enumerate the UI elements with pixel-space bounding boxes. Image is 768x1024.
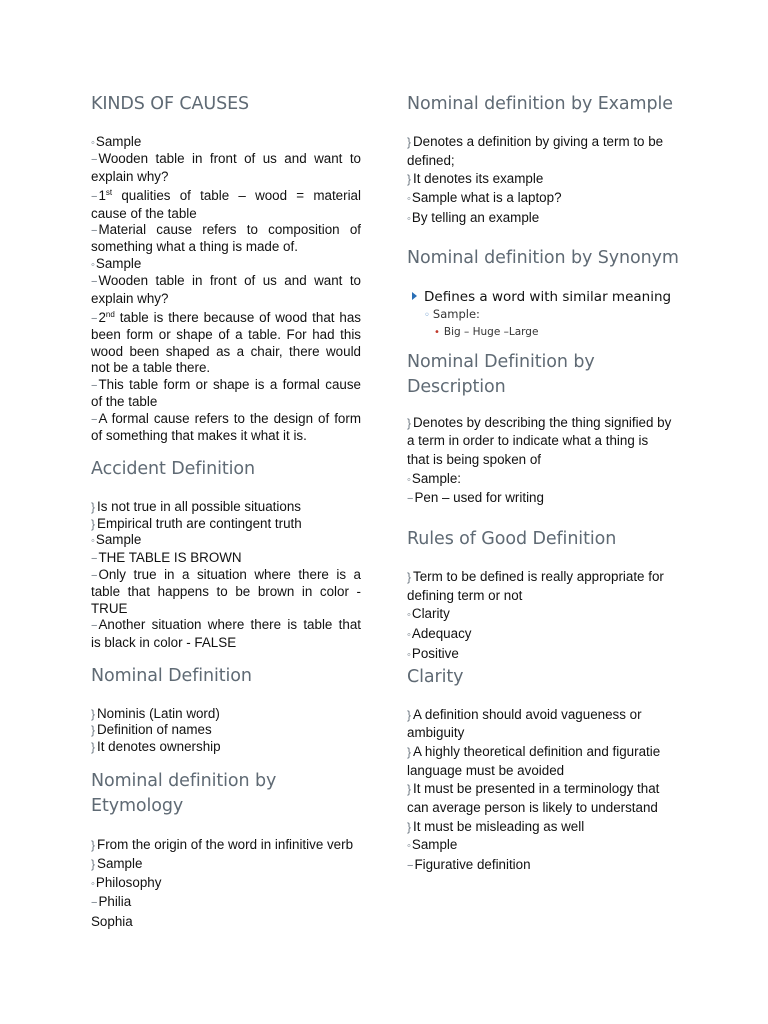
accident-line-1: } Is not true in all possible situations (91, 499, 301, 515)
description-heading: Nominal Definition by Description (407, 351, 595, 397)
clarity-line-4: } It must be misleading as well (407, 818, 585, 834)
example-line-1: } Denotes a definition by giving a term to be (407, 134, 664, 149)
etymology-sample: } Sample (91, 855, 143, 871)
rules-positive: ◦Positive (407, 645, 459, 661)
rules-clarity: ◦Clarity (407, 606, 450, 622)
triangle-bullet-icon (412, 292, 417, 300)
example-line-1-cont: defined; (407, 152, 455, 168)
kinds-sample-2: ◦Sample (91, 255, 142, 271)
clarity-sample: ◦Sample (407, 837, 458, 853)
kinds-wooden-table-1: −Wooden table in front of us and want to (91, 151, 361, 167)
synonym-bullet-2: ◦ Sample: (424, 306, 480, 321)
accident-only-true-cont: table that happens to be brown in color - (91, 584, 361, 600)
accident-another-cont: is black in color - FALSE (91, 634, 237, 650)
right-column (407, 92, 679, 876)
clarity-line-2: } A highly theoretical definition and figuratie (407, 743, 661, 759)
nominal-line-1: } Nominis (Latin word) (91, 705, 220, 721)
kinds-second-table-cont-1: been form or shape of a table. For had this (91, 327, 361, 343)
kinds-wooden-table-1-cont: explain why? (91, 168, 169, 184)
kinds-second-table: −2nd table is there because of wood that has (91, 310, 361, 326)
example-telling: ◦By telling an example (407, 209, 540, 225)
example-sample: ◦Sample what is a laptop? (407, 190, 562, 206)
synonym-bullet-3: • Big – Huge –Large (434, 325, 539, 338)
kinds-first-quality: −1st qualities of table – wood = material (91, 188, 361, 204)
clarity-line-3: } It must be presented in a terminology that (407, 781, 660, 797)
clarity-figurative: −Figurative definition (407, 857, 531, 873)
kinds-formal-cause-cont: of something that makes it what it is. (91, 427, 307, 443)
clarity-line-3-cont: can average person is likely to understand (407, 800, 658, 816)
accident-only-true-end: TRUE (91, 600, 128, 616)
kinds-second-table-cont-2: wood been shaped as a chair, there would (91, 343, 361, 359)
nominal-definition-heading: Nominal Definition (91, 665, 252, 686)
left-column (91, 92, 361, 932)
synonym-bullet-1: Defines a word with similar meaning (407, 288, 679, 306)
example-line-2: } It denotes its example (407, 171, 544, 187)
clarity-line-1: } A definition should avoid vagueness or (407, 706, 642, 722)
rules-heading: Rules of Good Definition (407, 529, 617, 550)
accident-another: −Another situation where there is table that (91, 617, 361, 633)
kinds-first-quality-cont: cause of the table (91, 205, 197, 221)
etymology-sophia: Sophia (91, 914, 133, 929)
dot-bullet-icon: • (434, 326, 440, 338)
kinds-formal-cause: −A formal cause refers to the design of form (91, 410, 361, 426)
clarity-line-2-cont: language must be avoided (407, 762, 565, 778)
etymology-heading: Nominal definition by Etymology (91, 771, 277, 817)
rules-adequacy: ◦Adequacy (407, 626, 472, 642)
circle-bullet-icon: ◦ (424, 309, 430, 321)
accident-table-brown: −THE TABLE IS BROWN (91, 549, 242, 565)
accident-only-true: −Only true in a situation where there is a (91, 566, 361, 582)
description-pen: −Pen – used for writing (407, 490, 544, 506)
synonym-bullets (407, 288, 679, 341)
synonym-heading: Nominal definition by Synonym (407, 247, 679, 268)
etymology-line-1: } From the origin of the word in infinitive verb (91, 837, 354, 853)
kinds-wooden-table-2-cont: explain why? (91, 290, 169, 306)
kinds-table-form-cont: of the table (91, 394, 158, 410)
etymology-philia: −Philia (91, 894, 132, 910)
etymology-philosophy: ◦Philosophy (91, 874, 162, 890)
accident-definition-heading: Accident Definition (91, 459, 255, 480)
rules-line-1: } Term to be defined is really appropriate for (407, 569, 664, 585)
accident-sample: ◦Sample (91, 532, 142, 548)
kinds-material-cause: −Material cause refers to composition of (91, 222, 361, 238)
kinds-table-form: −This table form or shape is a formal cause (91, 376, 361, 392)
rules-line-1-cont: defining term or not (407, 587, 523, 603)
nominal-line-2: } Definition of names (91, 722, 212, 738)
kinds-material-cause-cont: something what a thing is made of. (91, 239, 298, 255)
example-heading: Nominal definition by Example (407, 94, 673, 114)
kinds-wooden-table-2: −Wooden table in front of us and want to (91, 273, 361, 289)
nominal-line-3: } It denotes ownership (91, 738, 221, 754)
description-line-1-end: that is being spoken of (407, 451, 541, 467)
description-line-1-cont: a term in order to indicate what a thing is (407, 433, 649, 449)
description-sample: ◦Sample: (407, 470, 462, 486)
kinds-second-table-cont-3: not be a table there. (91, 360, 211, 376)
kinds-of-causes-heading: KINDS OF CAUSES (91, 94, 250, 114)
kinds-sample-1: ◦Sample (91, 134, 142, 149)
clarity-heading: Clarity (407, 666, 464, 687)
clarity-line-1-cont: ambiguity (407, 725, 465, 741)
accident-line-2: } Empirical truth are contingent truth (91, 515, 302, 531)
description-line-1: } Denotes by describing the thing signified by (407, 414, 672, 430)
